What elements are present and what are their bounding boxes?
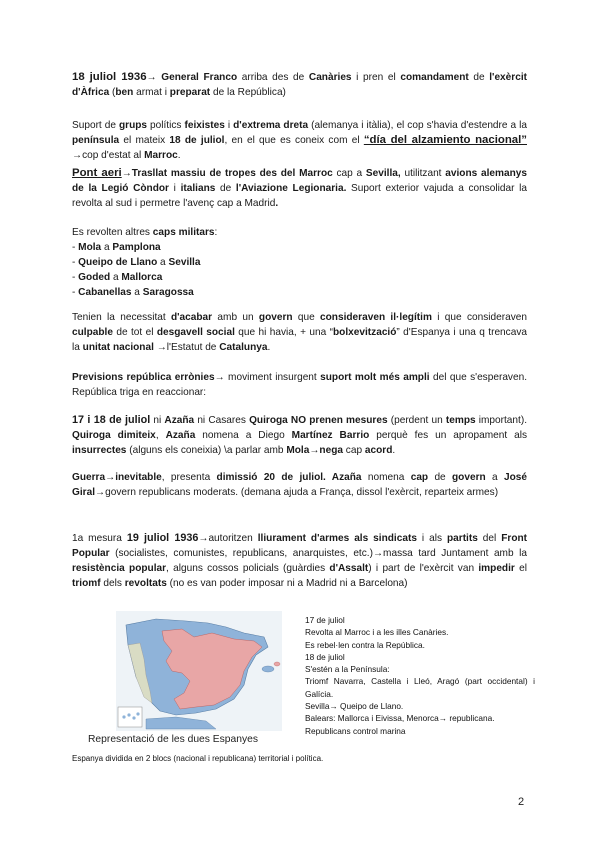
bold-text: d'acabar — [170, 312, 213, 323]
bold-text: l'Aviazione Legionaria. — [235, 183, 347, 194]
bold-text: ben — [115, 87, 134, 98]
text: a — [157, 257, 169, 268]
text: de la República) — [210, 87, 286, 98]
bold-text: govern — [258, 312, 293, 323]
bold-text: bolxevització — [333, 327, 397, 338]
bold-text: Quiroga NO prenen mesures — [249, 415, 388, 426]
note-line: Es rebel·len contra la República. — [305, 639, 425, 650]
text: dels — [100, 578, 125, 589]
text: , presenta — [161, 472, 217, 483]
text: que hi havia, + una “ — [234, 327, 334, 338]
text: de — [468, 72, 490, 83]
map-notes — [305, 614, 535, 737]
paragraph-1a-mesura — [72, 531, 527, 591]
bold-text: avions alemanys de la Legió Còndor — [72, 168, 527, 194]
bold-text: Canàries — [308, 72, 352, 83]
text: 1a mesura — [72, 533, 127, 544]
text: . — [392, 445, 396, 456]
text: del — [477, 533, 502, 544]
paragraph-17-18-juliol — [72, 413, 527, 458]
text: , en el que es coneix com el — [224, 135, 364, 146]
bold-text: suport molt més ampli — [320, 372, 430, 383]
list-item — [72, 240, 527, 255]
text: (socialistes, comunistes, republicans, anarquistes, etc.)→massa tard Juntament amb la — [109, 548, 527, 559]
text: perquè fes un apropament als — [369, 430, 528, 441]
bold-text: inevitable — [115, 472, 162, 483]
note-line: Sevilla→ Queipo de Llano. — [305, 701, 404, 712]
map-island — [122, 715, 125, 718]
text: i als — [416, 533, 447, 544]
bold-text: Front Popular — [72, 533, 528, 559]
bold-text: 17 i 18 de juliol — [72, 414, 151, 426]
note-line: Republicans control marina — [305, 725, 406, 736]
bold-text: Saragossa — [142, 287, 194, 298]
text: armat i — [133, 87, 170, 98]
bold-text: unitat nacional — [82, 342, 154, 353]
text: →l'Estatut de — [153, 342, 220, 353]
text: arriba des de — [237, 72, 309, 83]
bold-text: Marroc — [144, 150, 178, 161]
bold-text: comandament — [400, 72, 469, 83]
text: i pren el — [351, 72, 401, 83]
text: ” d'Espanya i una q trencava la — [72, 327, 527, 353]
text: → — [121, 168, 132, 179]
text: utilitzant — [400, 168, 446, 179]
bold-text: Mola — [286, 445, 310, 456]
bold-text: . — [275, 198, 279, 209]
bold-text: Cabanellas — [78, 287, 132, 298]
text: , alguns cossos policials (guàrdies — [166, 563, 330, 574]
bold-text: Sevilla — [168, 257, 201, 268]
bold-text: insurrectes — [72, 445, 127, 456]
text: que — [292, 312, 321, 323]
text: amb un — [212, 312, 259, 323]
bold-text: nega — [319, 445, 343, 456]
bold-text: govern — [452, 472, 486, 483]
pont-aeri-heading: Pont aeri — [72, 167, 122, 179]
text: i que consideraven — [431, 312, 527, 323]
text: : — [214, 227, 218, 238]
text: Suport de — [72, 120, 119, 131]
text: - — [72, 287, 79, 298]
text: , — [155, 430, 166, 441]
text: - — [72, 272, 79, 283]
note-line: 18 de juliol — [305, 651, 345, 662]
text: →cop d'estat al — [72, 150, 145, 161]
text: de — [215, 183, 236, 194]
text: (perdent un — [387, 415, 446, 426]
bold-text: resistència popular — [72, 563, 167, 574]
text: de tot el — [112, 327, 157, 338]
text: → — [105, 472, 116, 483]
note-line: Revolta al Marroc i a les illes Canàries. — [305, 627, 449, 638]
text: (alguns els coneixia) \a parlar amb — [126, 445, 287, 456]
bold-text: temps — [445, 415, 476, 426]
bold-text: dimissió 20 de juliol. Azaña — [216, 472, 362, 483]
note-line: S'estén a la Península: — [305, 664, 390, 675]
bold-text: 19 juliol 1936 — [126, 532, 199, 544]
bold-text: feixistes — [184, 120, 225, 131]
text: i — [169, 183, 181, 194]
text: →autoritzen — [198, 533, 258, 544]
bold-text: Martínez Barrio — [291, 430, 370, 441]
text: nomena a Diego — [195, 430, 292, 441]
bold-text: Mola — [78, 242, 102, 253]
bold-text: José Giral — [72, 472, 527, 498]
text: a — [101, 242, 113, 253]
map-subcaption: Espanya dividida en 2 blocs (nacional i republicana) territorial i política. — [72, 754, 324, 763]
bold-text: Trasllat massiu de tropes des del Marroc — [131, 168, 333, 179]
bold-text: preparat — [169, 87, 211, 98]
text: de — [428, 472, 453, 483]
text: ni — [150, 415, 165, 426]
text: (alemanya i itàlia), el cop s'havia d'estendre a la — [308, 120, 528, 131]
bold-text: península — [72, 135, 120, 146]
map-caption: Representació de les dues Espanyes — [88, 734, 259, 745]
bold-text: cap — [410, 472, 429, 483]
bold-text: italians — [180, 183, 216, 194]
list-item — [72, 270, 527, 285]
text: cap a — [332, 168, 366, 179]
paragraph-franco — [72, 70, 527, 100]
map-canaries-inset — [118, 707, 142, 727]
bold-text: caps militars — [152, 227, 215, 238]
bold-text: acord — [364, 445, 393, 456]
bold-text: Queipo de Llano — [78, 257, 158, 268]
bold-text: Azaña — [164, 415, 195, 426]
text: →govern republicans moderats. (demana ajuda a França, dissol l'exèrcit, reparteix armes) — [95, 487, 499, 498]
text: ( — [109, 87, 116, 98]
bold-text: revoltats — [124, 578, 167, 589]
bold-text: consideraven il·legítim — [320, 312, 432, 323]
spain-map-image — [116, 611, 282, 731]
list-item — [72, 255, 527, 270]
bold-text: Goded — [78, 272, 111, 283]
map-island — [127, 713, 130, 716]
note-line: Balears: Mallorca i Eivissa, Menorca→ republicana. — [305, 713, 495, 724]
paragraph-caps-militars — [72, 225, 527, 300]
map-island — [136, 712, 139, 715]
bold-text: Catalunya — [219, 342, 268, 353]
bold-text: Previsions república errònies — [72, 372, 215, 383]
text: el — [514, 563, 527, 574]
text: (no es van poder imposar ni a Madrid ni a Barcelona) — [166, 578, 408, 589]
text: Es revolten altres — [72, 227, 153, 238]
text: - — [72, 242, 79, 253]
map-menorca — [274, 662, 280, 666]
bold-text: d'extrema dreta — [233, 120, 309, 131]
bold-text: 18 de juliol — [169, 135, 225, 146]
text: nomena — [361, 472, 411, 483]
text: a — [131, 287, 143, 298]
alzamiento-underlined: “día del alzamiento nacional” — [363, 134, 527, 146]
bold-text: partits — [446, 533, 478, 544]
list-intro — [72, 225, 527, 240]
bold-text: grups — [118, 120, 148, 131]
map-island — [132, 716, 135, 719]
paragraph-previsions — [72, 370, 527, 400]
text: ni Casares — [194, 415, 250, 426]
bold-text: Mallorca — [121, 272, 163, 283]
text: → — [309, 445, 320, 456]
text: a — [110, 272, 122, 283]
bold-text: culpable — [72, 327, 113, 338]
text: . — [267, 342, 271, 353]
bold-text: General Franco — [161, 72, 238, 83]
bold-text: Pamplona — [112, 242, 161, 253]
map-mallorca — [262, 666, 274, 672]
text: i — [224, 120, 234, 131]
text: polítics — [147, 120, 185, 131]
text: cap — [342, 445, 365, 456]
arrow: → — [146, 72, 162, 83]
text: del que s'esperaven. República triga en reaccionar: — [72, 372, 528, 398]
date-heading: 18 juliol 1936 — [72, 71, 147, 83]
paragraph-guerra — [72, 470, 527, 500]
bold-text: Azaña — [165, 430, 196, 441]
bold-text: Quiroga dimiteix — [72, 430, 156, 441]
text: Tenien la necessitat — [72, 312, 171, 323]
paragraph-suport — [72, 118, 527, 163]
text: Suport exterior vajuda a consolidar la revolta al sud i permetre l'avenç cap a Madrid — [72, 183, 527, 209]
bold-text: triomf — [72, 578, 101, 589]
bold-text: Guerra — [72, 472, 106, 483]
bold-text: d'Assalt — [329, 563, 369, 574]
paragraph-pont-aeri — [72, 166, 527, 211]
bold-text: lliurament d'armes als sindicats — [257, 533, 417, 544]
text: . — [177, 150, 181, 161]
bold-text: desgavell social — [156, 327, 235, 338]
note-line: 17 de juliol — [305, 615, 345, 625]
list-item — [72, 285, 527, 300]
text: a — [485, 472, 504, 483]
text: - — [72, 257, 79, 268]
paragraph-govern — [72, 310, 527, 355]
text: → moviment insurgent — [214, 372, 321, 383]
text: important). — [475, 415, 528, 426]
bold-text: impedir — [478, 563, 515, 574]
text: ) i part de l'exèrcit van — [368, 563, 479, 574]
bold-text: Sevilla, — [365, 168, 401, 179]
page-number: 2 — [518, 796, 525, 808]
text: el mateix — [119, 135, 170, 146]
note-line: Triomf Navarra, Castella i Lleó, Aragó (part occidental) i Galícia. — [305, 676, 535, 699]
bold-text: l'exèrcit d'Àfrica — [72, 72, 527, 98]
